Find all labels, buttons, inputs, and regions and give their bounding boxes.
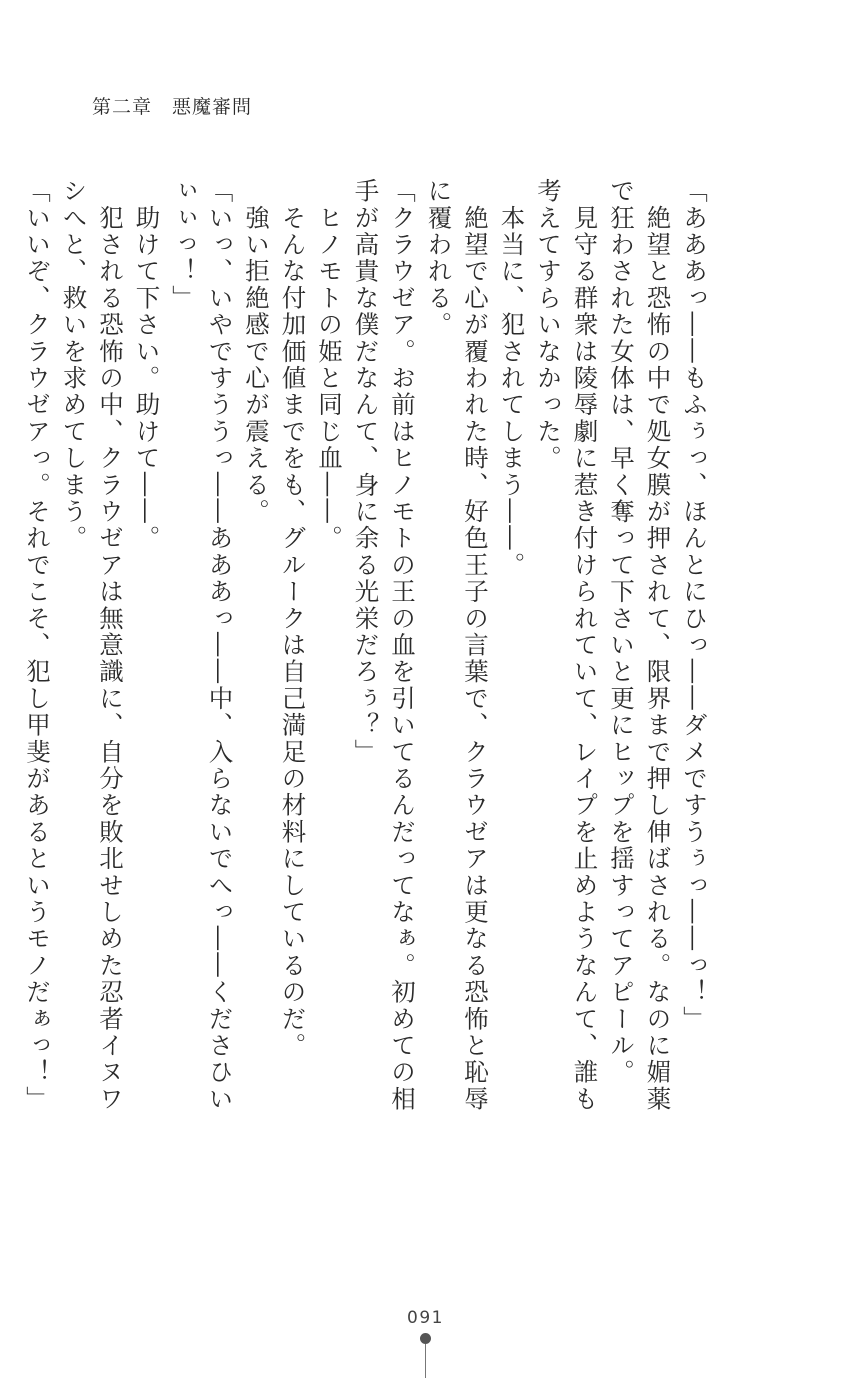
paragraph: 見守る群衆は陵辱劇に惹き付けられていて、レイプを止めようなんて、誰も考えてすらいなかった。 — [534, 178, 600, 1113]
paragraph: 絶望で心が覆われた時、好色王子の言葉で、クラウゼアは更なる恐怖と恥辱に覆われる。 — [424, 178, 490, 1113]
paragraph: 強い拒絶感で心が震える。 — [242, 178, 271, 526]
paragraph: 「いいぞ、クラウゼアっ。それでこそ、犯し甲斐があるというモノだぁっ！」 — [23, 178, 52, 1113]
page-number: 091 — [407, 1308, 444, 1328]
paragraph: そんな付加価値までをも、グルークは自己満足の材料にしているのだ。 — [278, 178, 308, 1060]
paragraph: 「あああっ――もふぅっ、ほんとにひっ――ダメですうぅっ――っ！」 — [680, 178, 709, 1033]
body-text — [23, 178, 712, 1118]
paragraph: 絶望と恐怖の中で処女膜が押されて、限界まで押し伸ばされる。なのに媚薬で狂わされた女体は、早く奪って下さいと更にヒップを揺すってアピール。 — [607, 178, 673, 1113]
paragraph: 犯される恐怖の中、クラウゼアは無意識に、自分を敗北せしめた忍者イヌワシへと、救いを求めてしまう。 — [59, 178, 125, 1113]
page-marker-dot — [420, 1333, 431, 1344]
paragraph: 助けて下さい。助けて――。 — [132, 178, 162, 552]
page-marker-line — [425, 1344, 426, 1378]
paragraph: 「クラウゼア。お前はヒノモトの王の血を引いてるんだってなぁ。初めての相手が高貴な僕だなんて、身に余る光栄だろぅ？」 — [351, 178, 417, 1113]
paragraph: ヒノモトの姫と同じ血――。 — [315, 178, 344, 552]
chapter-title: 第二章 悪魔審問 — [92, 96, 253, 118]
paragraph: 本当に、犯されてしまう――。 — [497, 178, 527, 579]
paragraph: 「いっ、いやですううっ――あああっ――中、入らないでへっ――くださひいぃぃっ！」 — [169, 178, 235, 1113]
